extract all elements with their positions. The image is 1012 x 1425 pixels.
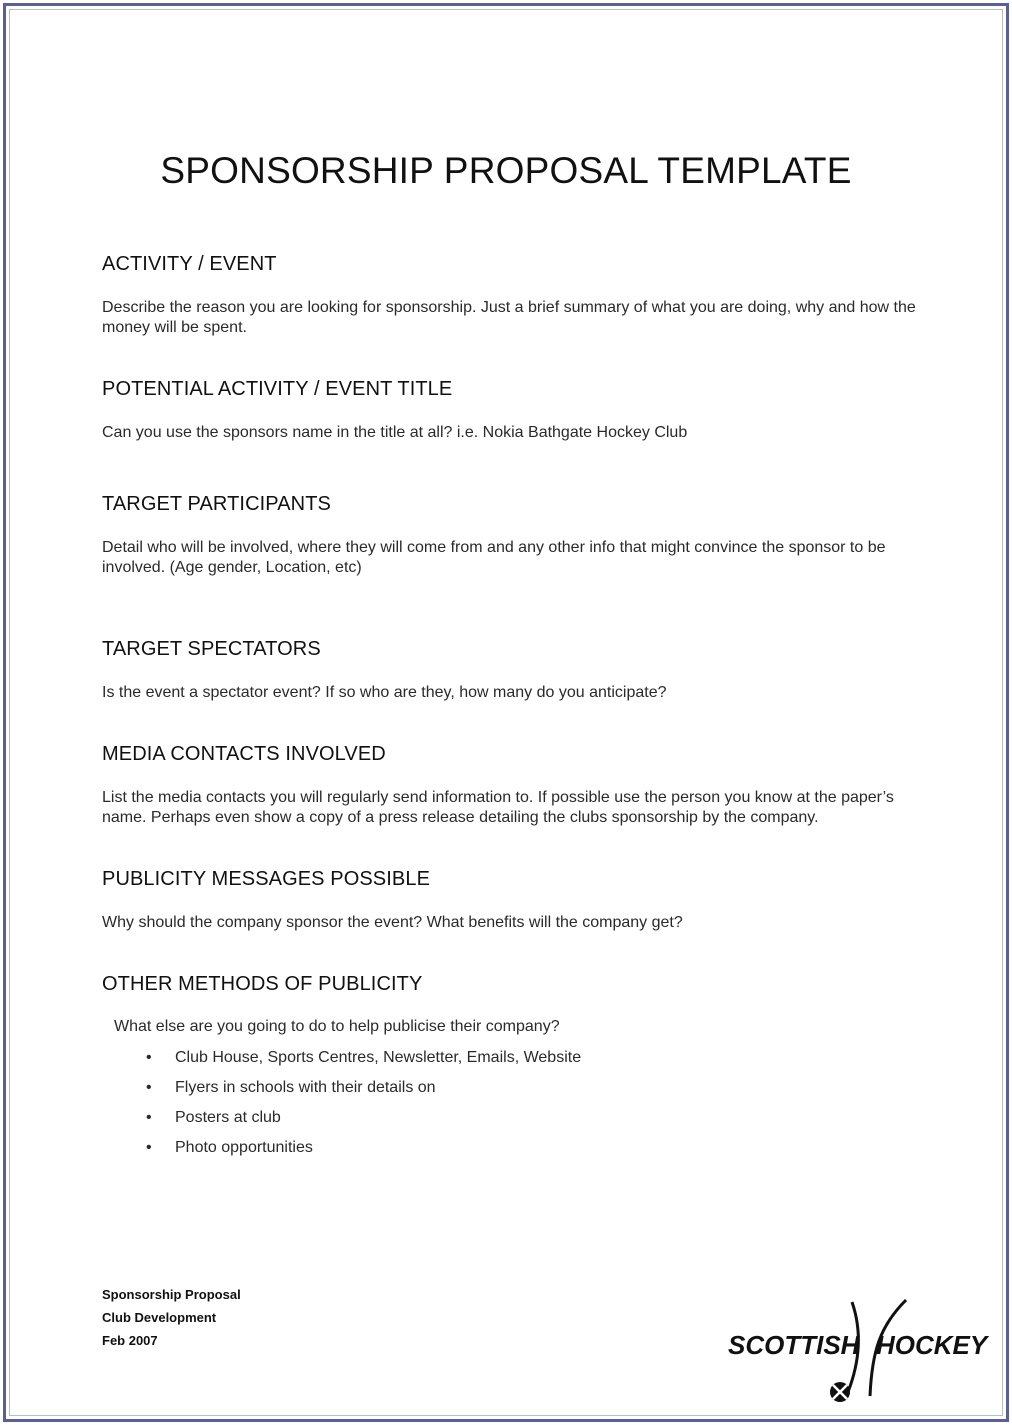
- section-publicity-messages: [102, 868, 917, 933]
- section-intro: What else are you going to do to help publicise their company?: [114, 1018, 560, 1035]
- bullet-icon: •: [146, 1049, 152, 1066]
- section-body: Describe the reason you are looking for sponsorship. Just a brief summary of what you are doing, why and how the money will be spent.: [102, 299, 916, 336]
- section-other-methods: [102, 973, 917, 1168]
- section-heading: OTHER METHODS OF PUBLICITY: [102, 973, 423, 995]
- section-body: Is the event a spectator event? If so who are they, how many do you anticipate?: [102, 684, 667, 701]
- list-item: • Flyers in schools with their details on: [146, 1079, 436, 1096]
- section-target-participants: [102, 493, 917, 578]
- footer-info: [102, 1286, 241, 1355]
- footer-doc-name: Sponsorship Proposal: [102, 1287, 241, 1302]
- list-item: • Photo opportunities: [146, 1139, 313, 1156]
- section-body: Can you use the sponsors name in the title at all? i.e. Nokia Bathgate Hockey Club: [102, 424, 688, 441]
- section-heading: MEDIA CONTACTS INVOLVED: [102, 743, 386, 765]
- section-activity-event: [102, 253, 917, 338]
- section-heading: PUBLICITY MESSAGES POSSIBLE: [102, 868, 431, 890]
- page-inner-border: [9, 9, 1003, 1416]
- section-media-contacts: [102, 743, 917, 828]
- bullet-icon: •: [146, 1109, 152, 1126]
- section-heading: ACTIVITY / EVENT: [102, 253, 277, 275]
- section-target-spectators: [102, 638, 917, 703]
- logo-word-left: SCOTTISH: [728, 1330, 860, 1360]
- logo-ball-icon: [830, 1382, 850, 1402]
- list-item: • Club House, Sports Centres, Newsletter, Emails, Website: [146, 1049, 582, 1066]
- section-body: Why should the company sponsor the event? What benefits will the company get?: [102, 914, 683, 931]
- logo-word-right: HOCKEY: [876, 1330, 988, 1360]
- bullet-icon: •: [146, 1079, 152, 1096]
- bullet-icon: •: [146, 1139, 152, 1156]
- section-body: Detail who will be involved, where they will come from and any other info that might convince the sponsor to be involved. (Age gender, Location, etc): [102, 539, 886, 576]
- section-heading: POTENTIAL ACTIVITY / EVENT TITLE: [102, 378, 453, 400]
- section-potential-title: [102, 378, 917, 443]
- list-item: • Posters at club: [146, 1109, 281, 1126]
- section-heading: TARGET PARTICIPANTS: [102, 493, 331, 515]
- footer-date: Feb 2007: [102, 1333, 158, 1348]
- scottish-hockey-logo: [720, 1296, 990, 1408]
- page-title: SPONSORSHIP PROPOSAL TEMPLATE: [160, 150, 852, 191]
- footer-department: Club Development: [102, 1310, 217, 1325]
- section-body: List the media contacts you will regularly send information to. If possible use the person you know at the paper’s name. Perhaps even show a copy of a press release detailing the clubs sponsorship by the company.: [102, 789, 894, 826]
- section-heading: TARGET SPECTATORS: [102, 638, 321, 660]
- publicity-list: [102, 1048, 917, 1168]
